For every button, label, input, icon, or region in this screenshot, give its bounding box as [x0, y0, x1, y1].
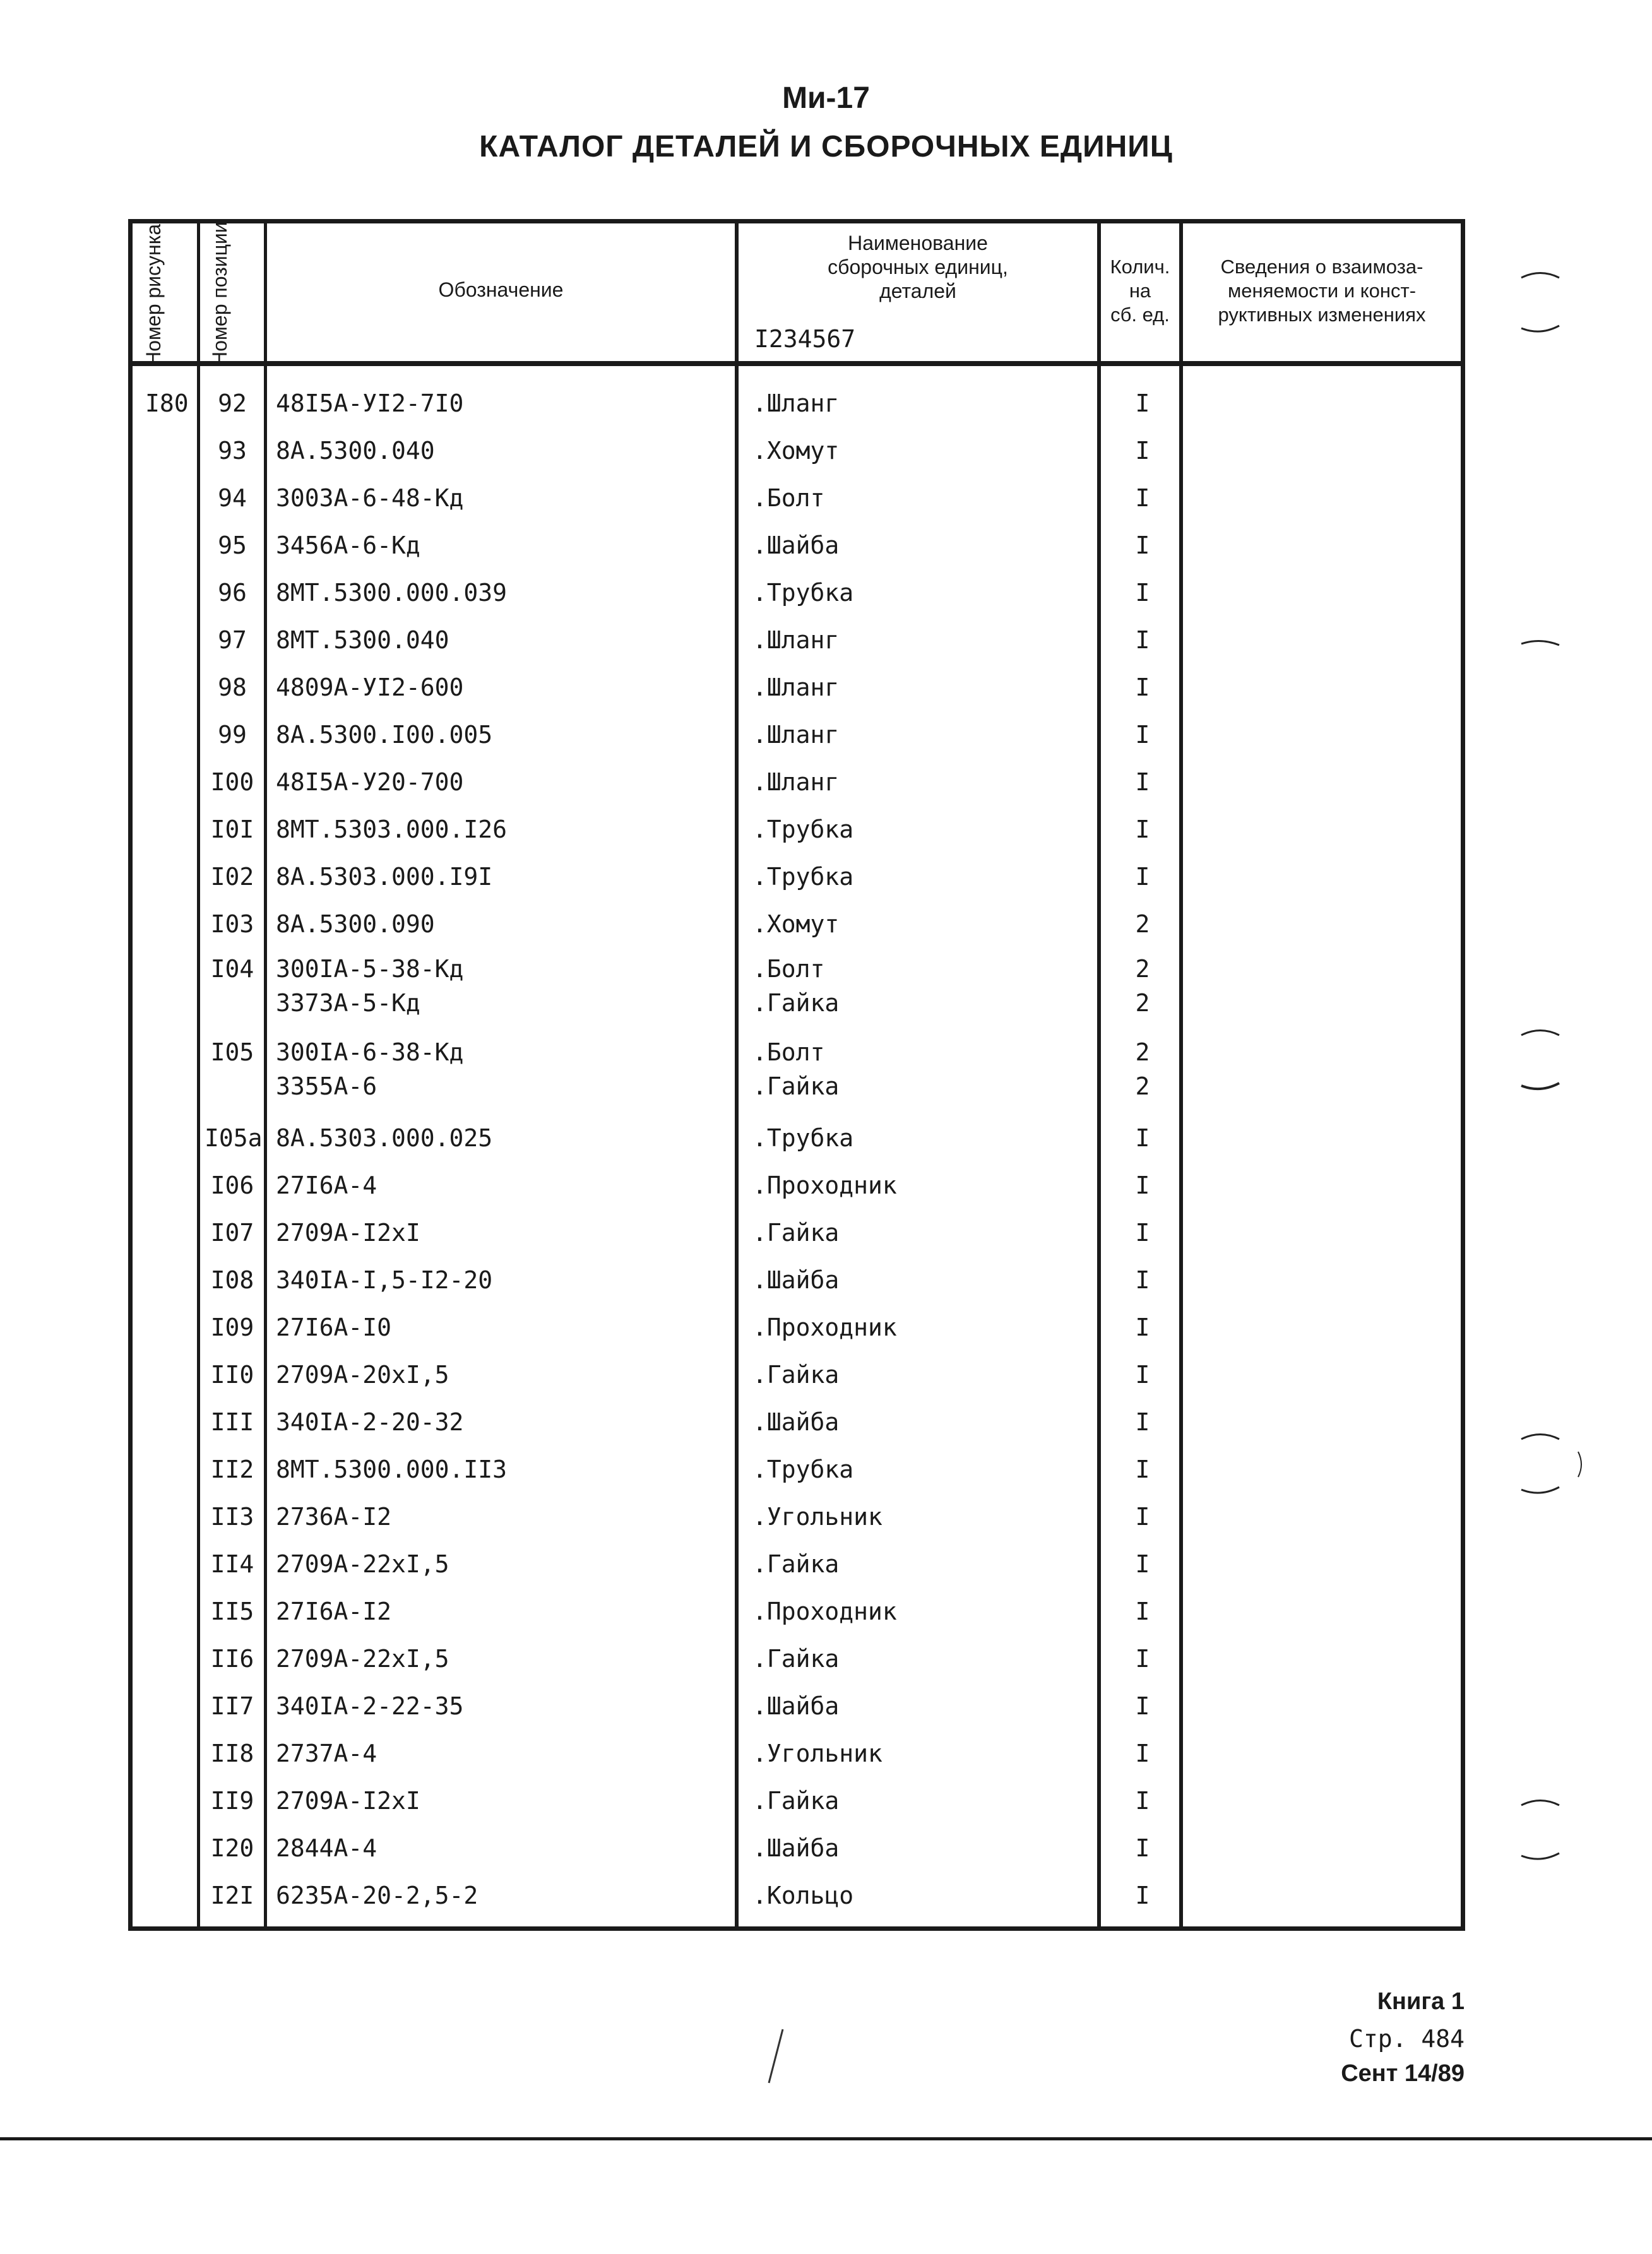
designation: 2709А-22хI,5 [276, 1645, 449, 1673]
position-number: I05а [205, 1124, 263, 1152]
designation: 2844А-4 [276, 1834, 377, 1862]
quantity-line: 2 [1135, 955, 1150, 983]
header-info-line: Сведения о взаимоза- [1220, 256, 1423, 278]
table-row [133, 806, 1461, 853]
designation: 27I6А-I2 [276, 1598, 392, 1625]
position-number: I06 [210, 1171, 254, 1199]
table-row [133, 1257, 1461, 1304]
designation: 27I6А-4 [276, 1171, 377, 1199]
table-row [133, 1683, 1461, 1730]
part-name: .Трубка [752, 863, 854, 891]
position-number: 93 [218, 437, 247, 465]
table-row [133, 1031, 1461, 1113]
position-number: I02 [210, 863, 254, 891]
part-name: .Проходник [752, 1314, 897, 1341]
table-row [133, 1872, 1461, 1919]
position-number: II9 [210, 1787, 254, 1815]
part-name: .Шайба [752, 531, 840, 559]
quantity: I [1135, 1361, 1150, 1389]
quantity-line: 2 [1135, 1072, 1150, 1100]
quantity: I [1135, 1645, 1150, 1673]
part-name-line: .Болт [752, 1038, 825, 1066]
quantity: I [1135, 1408, 1150, 1436]
part-name: .Проходник [752, 1171, 897, 1199]
table-row [133, 1588, 1461, 1635]
position-number: I0I [210, 816, 254, 843]
table-row [133, 759, 1461, 806]
designation: 8А.5300.040 [276, 437, 435, 465]
part-name: .Болт [752, 484, 825, 512]
footer-book: Книга 1 [1377, 1988, 1465, 2015]
part-name [752, 1031, 1081, 1100]
part-name: .Угольник [752, 1740, 882, 1767]
binder-hole-mark [1515, 1427, 1603, 1502]
part-name [752, 948, 1081, 1017]
part-name: .Трубка [752, 579, 854, 607]
table-row [133, 569, 1461, 617]
header-qty-line: на [1129, 280, 1151, 302]
quantity: I [1135, 626, 1150, 654]
part-name: .Шайба [752, 1408, 840, 1436]
table-row [133, 427, 1461, 475]
header-designation: Обозначение [438, 278, 564, 301]
table-row [133, 1777, 1461, 1825]
quantity: I [1135, 1692, 1150, 1720]
table-row [133, 522, 1461, 569]
designation: 48I5А-У20-700 [276, 768, 464, 796]
header-quantity [1101, 255, 1179, 327]
designation: 340IА-I,5-I2-20 [276, 1266, 493, 1294]
part-name: .Трубка [752, 1124, 854, 1152]
designation: 8МТ.5303.000.I26 [276, 816, 508, 843]
table-row [133, 1162, 1461, 1209]
table-row [133, 1304, 1461, 1351]
table-row [133, 1351, 1461, 1399]
table-row [133, 1446, 1461, 1493]
designation: 8А.5303.000.I9I [276, 863, 493, 891]
header-qty-line: Колич. [1110, 256, 1170, 278]
quantity: I [1135, 531, 1150, 559]
position-number: II7 [210, 1692, 254, 1720]
header-name [739, 231, 1097, 303]
quantity: I [1135, 437, 1150, 465]
binder-hole-mark [1515, 265, 1591, 341]
designation-line: 300IА-5-38-Кд [276, 955, 464, 983]
position-number: 99 [218, 721, 247, 749]
part-name: .Кольцо [752, 1882, 854, 1909]
position-number: II0 [210, 1361, 254, 1389]
quantity: I [1135, 1171, 1150, 1199]
position-number: II2 [210, 1456, 254, 1483]
part-name-line: .Гайка [752, 989, 840, 1017]
position-number: I08 [210, 1266, 254, 1294]
table-row [133, 711, 1461, 759]
quantity: I [1135, 1219, 1150, 1247]
designation: 340IА-2-22-35 [276, 1692, 464, 1720]
part-name: .Гайка [752, 1361, 840, 1389]
bottom-rule [0, 2137, 1652, 2140]
designation: 27I6А-I0 [276, 1314, 392, 1341]
quantity: I [1135, 721, 1150, 749]
table-row [133, 1209, 1461, 1257]
quantity-line: 2 [1135, 1038, 1150, 1066]
part-name: .Хомут [752, 910, 840, 938]
position-number: II3 [210, 1503, 254, 1531]
part-name: .Хомут [752, 437, 840, 465]
position-number: 92 [218, 389, 247, 417]
position-number: I20 [210, 1834, 254, 1862]
designation: 8МТ.5300.000.II3 [276, 1456, 508, 1483]
header-name-line: Наименование [848, 232, 988, 254]
quantity: I [1135, 1882, 1150, 1909]
part-name: .Шланг [752, 389, 840, 417]
footer-date: Сент 14/89 [1341, 2060, 1465, 2087]
header-position-number: Номер позиции [208, 222, 231, 366]
part-name: .Шланг [752, 673, 840, 701]
header-figure-number: Номер рисунка [142, 223, 165, 366]
position-number: II4 [210, 1550, 254, 1578]
quantity: I [1135, 389, 1150, 417]
position-number: III [210, 1408, 254, 1436]
position-number: 94 [218, 484, 247, 512]
part-name: .Шланг [752, 768, 840, 796]
table-row [133, 948, 1461, 1030]
quantity: I [1135, 1314, 1150, 1341]
part-name: .Шайба [752, 1266, 840, 1294]
position-number: I2I [210, 1882, 254, 1909]
quantity: I [1135, 1550, 1150, 1578]
quantity [1111, 948, 1174, 1017]
designation: 8МТ.5300.040 [276, 626, 449, 654]
table-row [133, 380, 1461, 427]
position-number: I05 [210, 1038, 254, 1066]
table-row [133, 901, 1461, 948]
part-name: .Шланг [752, 626, 840, 654]
designation: 2709А-I2хI [276, 1219, 420, 1247]
quantity: I [1135, 1787, 1150, 1815]
designation: 4809А-УI2-600 [276, 673, 464, 701]
header-info-line: руктивных изменениях [1218, 304, 1426, 326]
designation: 2709А-I2хI [276, 1787, 420, 1815]
header-name-code: I234567 [754, 325, 856, 353]
part-name: .Трубка [752, 1456, 854, 1483]
designation: 3456А-6-Кд [276, 531, 420, 559]
quantity: I [1135, 579, 1150, 607]
table-row [133, 1399, 1461, 1446]
quantity: I [1135, 863, 1150, 891]
part-name: .Шайба [752, 1692, 840, 1720]
table-row [133, 617, 1461, 664]
quantity: I [1135, 768, 1150, 796]
table-row [133, 1825, 1461, 1872]
position-number: I00 [210, 768, 254, 796]
footer-page: Стр. 484 [1348, 2025, 1465, 2053]
quantity: I [1135, 1834, 1150, 1862]
binder-hole-mark [1515, 631, 1591, 707]
quantity: I [1135, 1456, 1150, 1483]
quantity: I [1135, 816, 1150, 843]
quantity: I [1135, 1740, 1150, 1767]
binder-hole-mark [1515, 1023, 1603, 1098]
quantity: I [1135, 1266, 1150, 1294]
quantity: I [1135, 484, 1150, 512]
designation-line: 300IА-6-38-Кд [276, 1038, 464, 1066]
position-number: I03 [210, 910, 254, 938]
part-name: .Гайка [752, 1787, 840, 1815]
quantity-line: 2 [1135, 989, 1150, 1017]
part-name: .Трубка [752, 816, 854, 843]
part-name: .Гайка [752, 1550, 840, 1578]
binder-hole-mark [1515, 1793, 1603, 1868]
part-name: .Гайка [752, 1645, 840, 1673]
table-row [133, 475, 1461, 522]
designation: 2709А-20хI,5 [276, 1361, 449, 1389]
position-number: 97 [218, 626, 247, 654]
part-name-line: .Гайка [752, 1072, 840, 1100]
part-name-line: .Болт [752, 955, 825, 983]
position-number: I07 [210, 1219, 254, 1247]
designation [276, 948, 579, 1017]
position-number: 98 [218, 673, 247, 701]
part-name: .Шланг [752, 721, 840, 749]
header-divider [128, 361, 1465, 366]
quantity: I [1135, 673, 1150, 701]
designation: 3003А-6-48-Кд [276, 484, 464, 512]
designation: 48I5А-УI2-7I0 [276, 389, 464, 417]
table-row [133, 1493, 1461, 1541]
header-info-line: меняемости и конст- [1227, 280, 1417, 302]
catalog-title: КАТАЛОГ ДЕТАЛЕЙ И СБОРОЧНЫХ ЕДИНИЦ [479, 130, 1173, 163]
header-name-line: деталей [879, 280, 956, 302]
figure-number: I80 [145, 389, 189, 417]
part-name: .Гайка [752, 1219, 840, 1247]
designation: 8А.5300.I00.005 [276, 721, 493, 749]
designation: 2709А-22хI,5 [276, 1550, 449, 1578]
designation: 8А.5303.000.025 [276, 1124, 493, 1152]
quantity: I [1135, 1598, 1150, 1625]
designation: 8МТ.5300.000.039 [276, 579, 508, 607]
designation: 340IА-2-20-32 [276, 1408, 464, 1436]
position-number: I04 [210, 955, 254, 983]
pen-mark [758, 2026, 808, 2089]
table-row [133, 1635, 1461, 1683]
designation [276, 1031, 579, 1100]
position-number: 96 [218, 579, 247, 607]
part-name: .Угольник [752, 1503, 882, 1531]
quantity: I [1135, 1503, 1150, 1531]
table-row [133, 664, 1461, 711]
part-name: .Шайба [752, 1834, 840, 1862]
designation-line: 3373А-5-Кд [276, 989, 420, 1017]
position-number: II6 [210, 1645, 254, 1673]
quantity [1111, 1031, 1174, 1100]
designation: 2736А-I2 [276, 1503, 392, 1531]
table-row [133, 1115, 1461, 1162]
position-number: II8 [210, 1740, 254, 1767]
designation: 6235А-20-2,5-2 [276, 1882, 478, 1909]
part-name: .Проходник [752, 1598, 897, 1625]
table-row [133, 1730, 1461, 1777]
table-row [133, 1541, 1461, 1588]
header-interchangeability [1183, 255, 1461, 327]
quantity: I [1135, 1124, 1150, 1152]
header-qty-line: сб. ед. [1110, 304, 1170, 326]
position-number: II5 [210, 1598, 254, 1625]
designation: 8А.5300.090 [276, 910, 435, 938]
quantity: 2 [1135, 910, 1150, 938]
position-number: 95 [218, 531, 247, 559]
document-model-title: Ми-17 [782, 81, 870, 115]
designation-line: 3355А-6 [276, 1072, 377, 1100]
table-row [133, 853, 1461, 901]
header-name-line: сборочных единиц, [828, 256, 1008, 278]
position-number: I09 [210, 1314, 254, 1341]
designation: 2737А-4 [276, 1740, 377, 1767]
